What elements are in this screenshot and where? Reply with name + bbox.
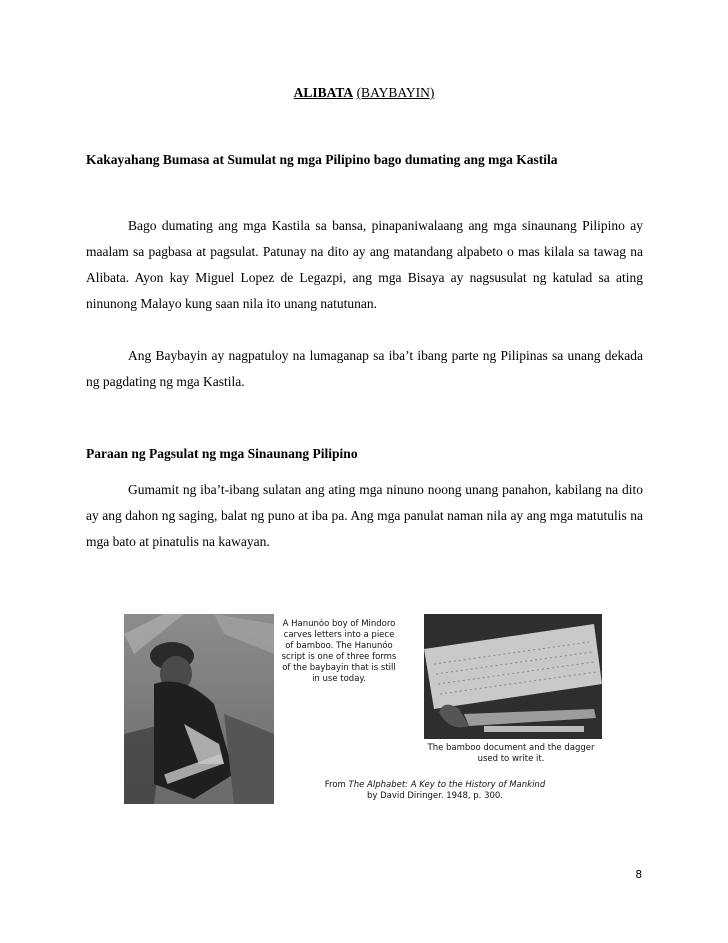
section2-paragraph-1: Gumamit ng iba’t-ibang sulatan ang ating mga ninuno noong unang panahon, kabilang na dito ay ang dahon ng saging, balat ng puno at iba pa. Ang mga panulat naman nila ay ang mga matutulis na mga bato at pinatulis na kawayan. — [86, 482, 643, 549]
page-number: 8 — [635, 869, 642, 881]
section1-paragraph-1: Bago dumating ang mga Kastila sa bansa, pinapaniwalaang ang mga sinaunang Pilipino ay maalam sa pagbasa at pagsulat. Patunay na dito ay ang matandang alpabeto o mas kilala sa tawag na Alibata. Ayon kay Miguel Lopez de Legazpi, ang mga Bisaya ay nagsusulat ng katulad sa ating ninunong Malayo kung saan nila ito unang natutunan. — [86, 218, 643, 311]
page-title — [0, 85, 728, 101]
source-prefix: From — [324, 780, 346, 790]
title-paren: (BAYBAYIN) — [356, 85, 435, 100]
source-title: The Alphabet: A Key to the History of Mankind — [348, 780, 546, 790]
title-main: ALIBATA — [293, 85, 354, 100]
source-suffix: by David Diringer. 1948, p. 300. — [366, 791, 504, 801]
hanunoo-boy-illustration — [124, 614, 274, 804]
bamboo-document-photo — [424, 614, 602, 739]
figure-source — [290, 780, 580, 802]
caption-bamboo-document: The bamboo document and the dagger used to write it. — [427, 743, 595, 764]
hanunoo-boy-photo — [124, 614, 274, 804]
section1-heading: Kakayahang Bumasa at Sumulat ng mga Pilipino bago dumating ang mga Kastila — [86, 152, 558, 167]
bamboo-dagger-illustration — [424, 614, 602, 739]
section2-heading: Paraan ng Pagsulat ng mga Sinaunang Pilipino — [86, 446, 358, 461]
caption-hanunoo-boy: A Hanunóo boy of Mindoro carves letters into a piece of bamboo. The Hanunóo script is one of three forms of the baybayin that is still in use today. — [281, 619, 397, 684]
section1-paragraph-2: Ang Baybayin ay nagpatuloy na lumaganap sa iba’t ibang parte ng Pilipinas sa unang dekada ng pagdating ng mga Kastila. — [86, 348, 643, 389]
